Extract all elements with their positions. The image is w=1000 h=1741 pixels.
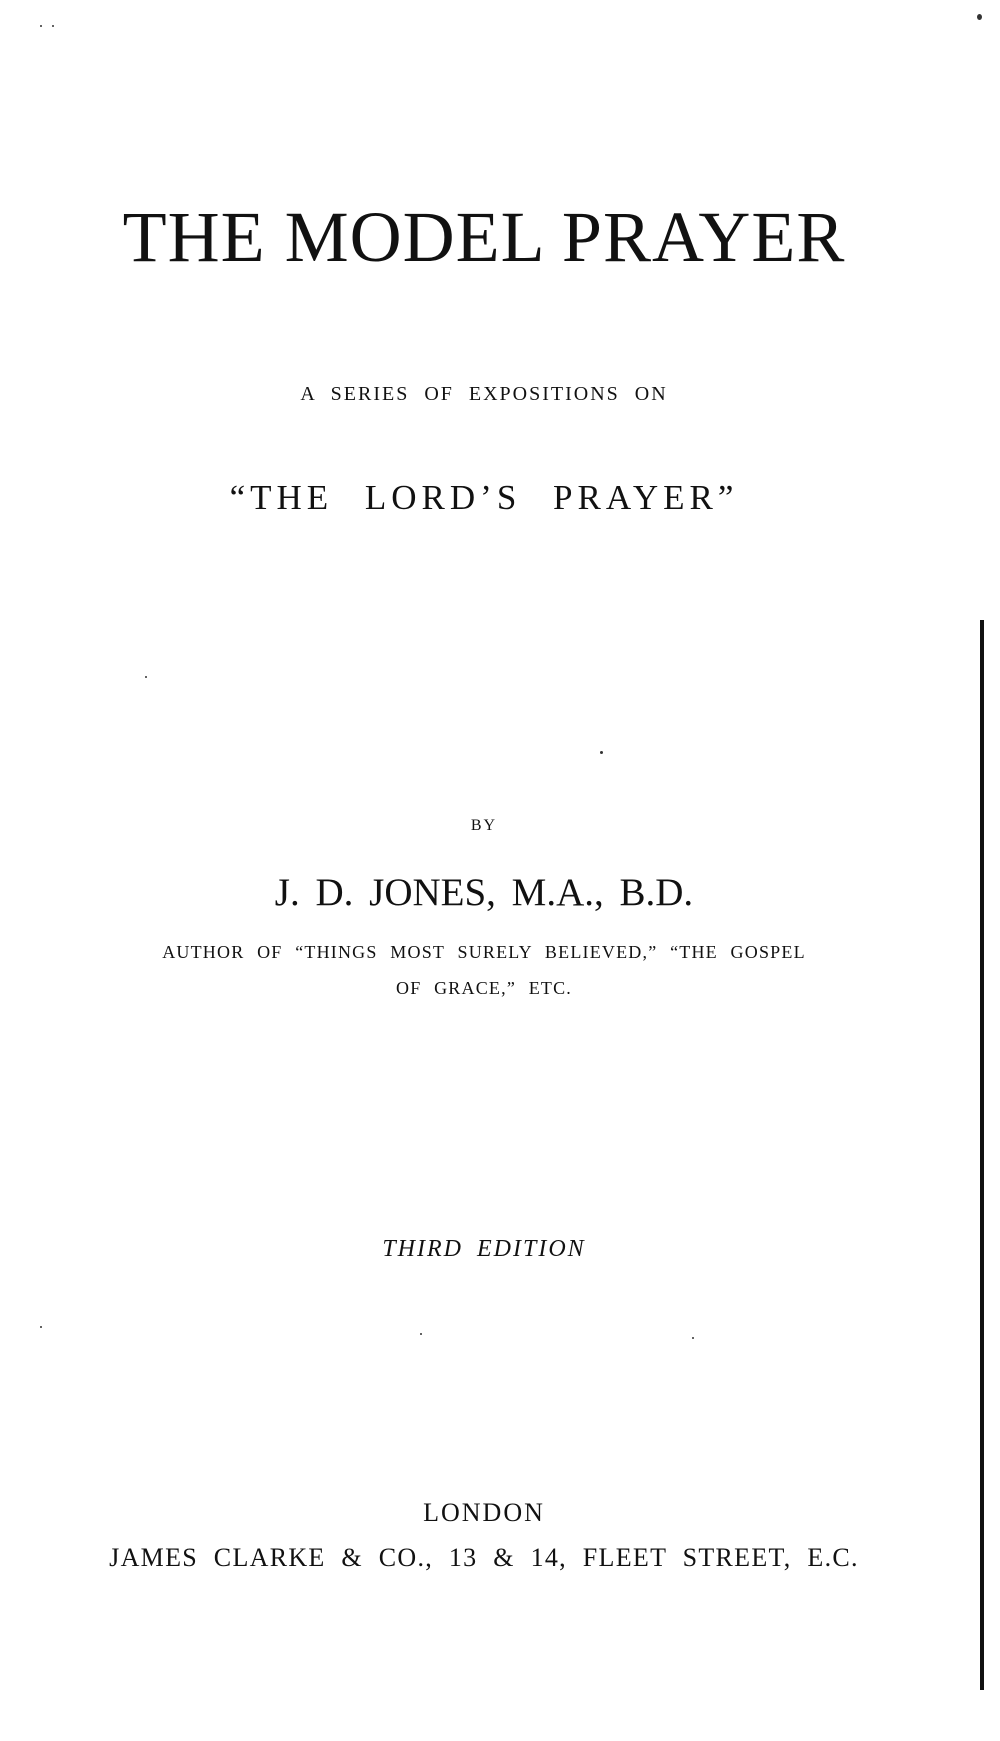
scan-speck (52, 25, 54, 27)
scan-speck (977, 14, 982, 20)
book-title: THE MODEL PRAYER (122, 197, 846, 277)
author-credits-line-1: AUTHOR OF “THINGS MOST SURELY BELIEVED,” “THE GOSPEL (162, 942, 806, 962)
imprint-city: LONDON (423, 1498, 545, 1527)
scan-speck (420, 1333, 422, 1335)
author-credits-line-2: OF GRACE,” ETC. (396, 978, 572, 998)
imprint-publisher: JAMES CLARKE & CO., 13 & 14, FLEET STREET, E.C. (109, 1543, 859, 1572)
scan-speck (692, 1337, 694, 1339)
byline: BY (470, 817, 498, 834)
subtitle-series: A SERIES OF EXPOSITIONS ON (300, 383, 668, 405)
scan-speck (600, 751, 603, 754)
edition: THIRD EDITION (382, 1236, 586, 1262)
page-binding-edge (980, 620, 984, 1690)
scan-speck (40, 25, 42, 27)
author-name: J. D. JONES, M.A., B.D. (274, 871, 694, 914)
scan-speck (40, 1326, 42, 1328)
scan-speck (145, 676, 147, 678)
subtitle-subject: “THE LORD’S PRAYER” (229, 478, 739, 517)
